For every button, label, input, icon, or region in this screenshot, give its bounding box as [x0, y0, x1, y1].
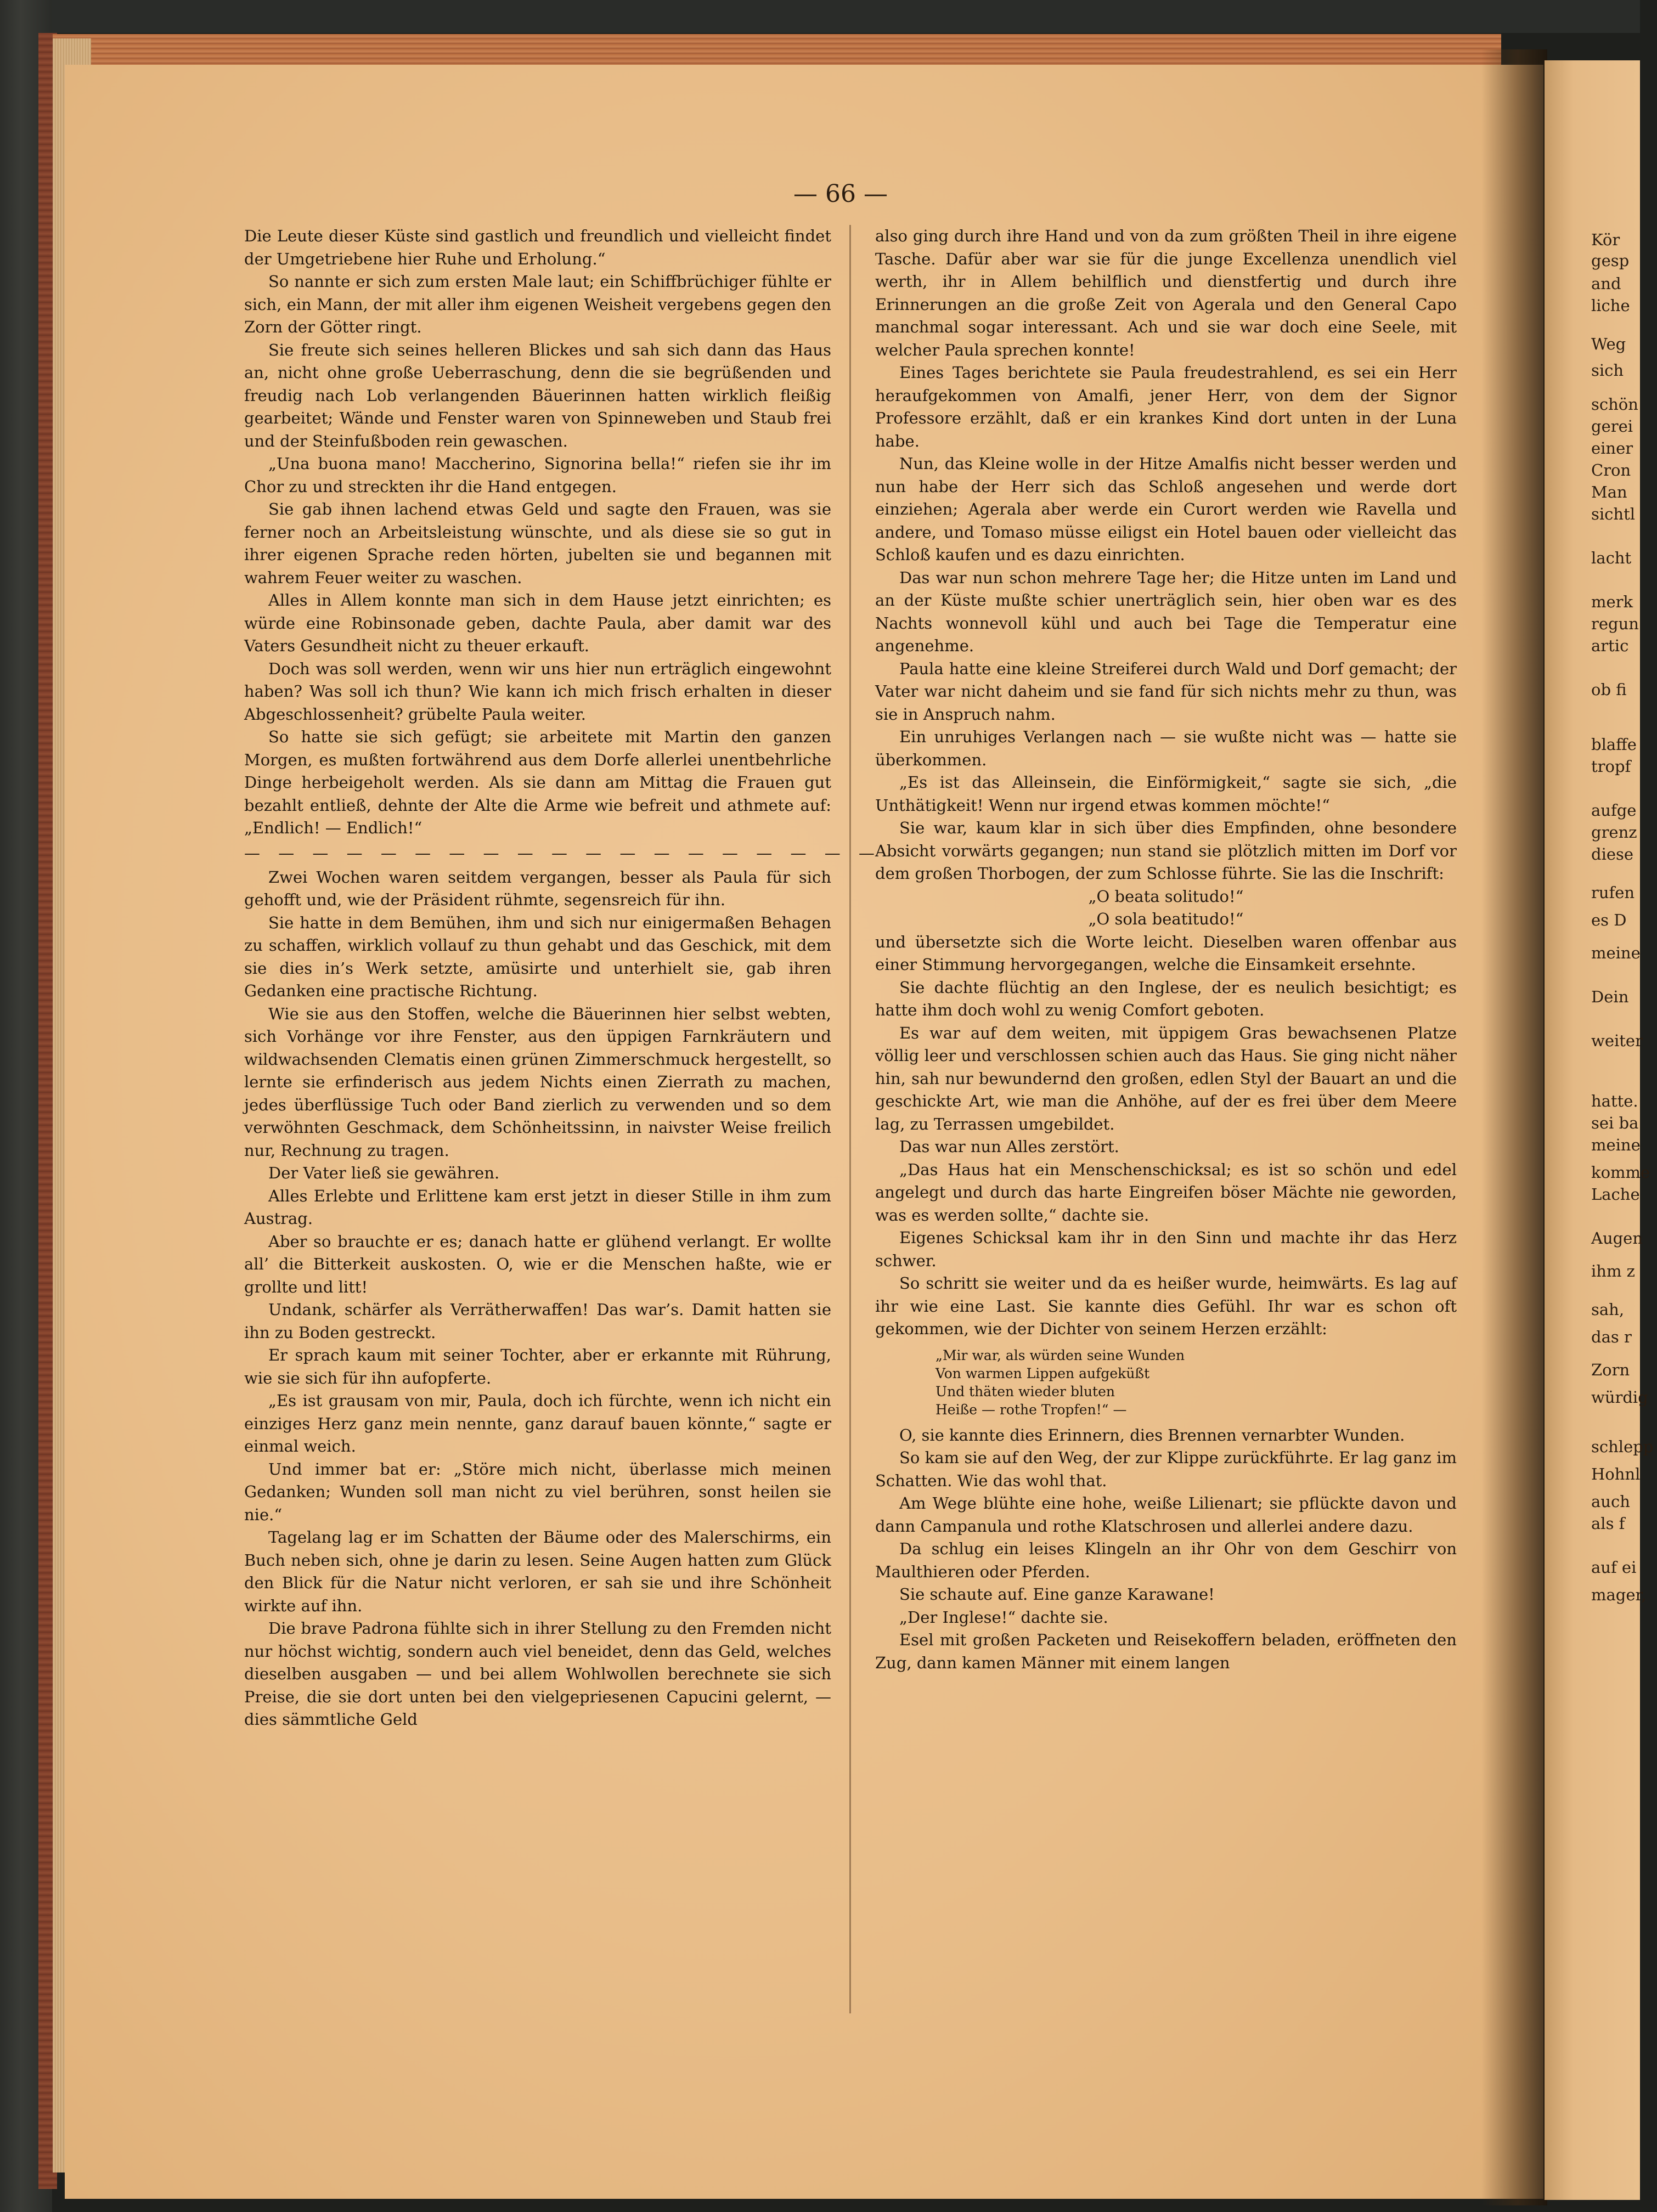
paragraph: So kam sie auf den Weg, der zur Klippe zurückführte. Er lag ganz im Schatten. Wie das wohl that.: [875, 1448, 1457, 1490]
paragraph: So schritt sie weiter und da es heißer wurde, heimwärts. Es lag auf ihr wie eine Last. Sie kannte dies Gefühl. Ihr war es schon oft gekommen, wie der Dichter von seinem Herzen erzählt:: [875, 1274, 1457, 1338]
paragraph: Da schlug ein leises Klingeln an ihr Ohr von dem Geschirr von Maulthieren oder Pferden.: [875, 1539, 1457, 1581]
right-page-fragment: merk: [1591, 592, 1633, 611]
right-page-fragment: diese: [1591, 845, 1634, 864]
right-page-fragment: komme: [1591, 1163, 1650, 1182]
right-page-fragment: rufen: [1591, 883, 1635, 902]
paragraph: „Es ist das Alleinsein, die Einförmigkeit,“ sagte sie sich, „die Unthätigkeit! Wenn nur irgend etwas kommen möchte!“: [875, 773, 1457, 815]
column-divider: [849, 225, 851, 2013]
book-cover-edge: [0, 0, 1640, 33]
paragraph: Sie war, kaum klar in sich über dies Empfinden, ohne besondere Absicht vorwärts gegangen; nun stand sie plötzlich mitten im Dorf vor dem großen Thorbogen, der zum Schlosse führte. Sie las die Inschrift:: [875, 819, 1457, 883]
right-page-fragment: Dein: [1591, 988, 1629, 1006]
paragraph: So nannte er sich zum ersten Male laut; ein Schiffbrüchiger fühlte er sich, ein Mann, der mit aller ihm eigenen Weisheit vergebens gegen den Zorn der Götter ringt.: [244, 272, 831, 336]
paragraph: Zwei Wochen waren seitdem vergangen, besser als Paula für sich gehofft und, wie der Präsident rühmte, segensreich für ihn.: [244, 867, 831, 909]
paragraph: „Der Inglese!“ dachte sie.: [899, 1607, 1108, 1627]
paragraph: „Es ist grausam von mir, Paula, doch ich fürchte, wenn ich nicht ein einziges Herz ganz mein nennte, ganz darauf bauen könnte,“ sagte er einmal weich.: [244, 1391, 831, 1455]
paragraph: Esel mit großen Packeten und Reisekoffern beladen, eröffneten den Zug, dann kamen Männer mit einem langen: [875, 1630, 1457, 1672]
right-page-fragment: sich: [1591, 361, 1624, 380]
right-page-fragment: würdig: [1591, 1388, 1648, 1407]
right-page-fragment: Man: [1591, 483, 1627, 501]
right-page-fragment: weiter: [1591, 1031, 1643, 1050]
paragraph: Und immer bat er: „Störe mich nicht, überlasse mich meinen Gedanken; Wunden soll man nicht zu viel berühren, sonst heilen sie nie.“: [244, 1459, 831, 1524]
right-page-fragment: das r: [1591, 1328, 1632, 1346]
inscription-line: „O sola beatitudo!“: [1088, 910, 1244, 928]
right-page-fragment: gerei: [1591, 417, 1633, 436]
right-page-fragment: Zorn: [1591, 1361, 1630, 1379]
right-page-fragment: Kör: [1591, 230, 1620, 249]
right-page-fragment: meine: [1591, 1136, 1641, 1154]
paragraph: Undank, schärfer als Verrätherwaffen! Das war’s. Damit hatten sie ihn zu Boden gestreckt.: [244, 1300, 831, 1342]
right-page-fragment: Cron: [1591, 461, 1631, 479]
paragraph: Er sprach kaum mit seiner Tochter, aber er erkannte mit Rührung, wie sie sich für ihn aufopferte.: [244, 1346, 831, 1387]
right-page-fragment: Hohnl: [1591, 1465, 1641, 1483]
right-page-fragment: auf ei: [1591, 1558, 1637, 1577]
right-page-fragment: Lache: [1591, 1185, 1640, 1204]
right-page-fragment: aufge: [1591, 801, 1637, 820]
paragraph: Sie hatte in dem Bemühen, ihm und sich nur einigermaßen Behagen zu schaffen, wirklich vollauf zu thun gehabt und das Geschick, mit dem sie dies in’s Werk setzte, amüsirte und unterhielt sie, gab ihren Gedanken eine practische Richtung.: [244, 913, 831, 1000]
right-page-fragment: artic: [1591, 636, 1629, 655]
right-page-fragment: ob fi: [1591, 680, 1627, 699]
right-page-fragment: meine: [1591, 944, 1641, 962]
paragraph: Ein unruhiges Verlangen nach — sie wußte nicht was — hatte sie überkommen.: [875, 727, 1457, 769]
right-page-fragment: ihm z: [1591, 1262, 1635, 1280]
right-page-fragment: schlepp: [1591, 1437, 1654, 1456]
right-page-fragment: and: [1591, 274, 1621, 293]
paragraph: So hatte sie sich gefügt; sie arbeitete mit Martin den ganzen Morgen, es mußten fortwährend aus dem Dorfe allerlei unentbehrliche Dinge herbeigeholt werden. Als sie dann am Mittag die Frauen gut bezahlt entließ, dehnte der Alte die Arme wie befreit und athmete auf: „Endlich! — Endlich!“: [244, 727, 831, 837]
paragraph: Aber so brauchte er es; danach hatte er glühend verlangt. Er wollte all’ die Bitterkeit auskosten. O, wie er die Menschen haßte, wie er grollte und litt!: [244, 1232, 831, 1296]
paragraph: Nun, das Kleine wolle in der Hitze Amalfis nicht besser werden und nun habe der Herr sich das Schloß angesehen und werde dort einziehen; Agerala aber werde ein Curort werden wie Ravella und andere, und Tomaso müsse eiligst ein Hotel bauen oder vielleicht das Schloß kaufen und es dazu einrichten.: [875, 454, 1457, 564]
paragraph: Sie dachte flüchtig an den Inglese, der es neulich besichtigt; es hatte ihm doch wohl zu wenig Comfort geboten.: [875, 978, 1457, 1019]
right-page-fragment: tropf: [1591, 757, 1631, 776]
paragraph: Tagelang lag er im Schatten der Bäume oder des Malerschirms, ein Buch neben sich, ohne je darin zu lesen. Seine Augen hatten zum Glück den Blick für die Natur nicht verloren, er sah sie und ihre Schönheit wirkte auf ihn.: [244, 1528, 831, 1615]
right-page-fragment: sichtl: [1591, 505, 1636, 523]
verse-line: „Mir war, als würden seine Wunden: [935, 1347, 1185, 1363]
paragraph: Das war nun schon mehrere Tage her; die Hitze unten im Land und an der Küste mußte schier unerträglich sein, hier oben war es des Nachts wonnevoll kühl und auch bei Tage die Temperatur eine angenehme.: [875, 568, 1457, 655]
paragraph: O, sie kannte dies Erinnern, dies Brennen vernarbter Wunden.: [899, 1425, 1405, 1444]
right-page-fragment: blaffe: [1591, 735, 1637, 754]
paragraph: Sie freute sich seines helleren Blickes und sah sich dann das Haus an, nicht ohne große Ueberraschung, denn die sie begrüßenden und freudig nach Lob verlangenden Bäuerinnen hatten wirklich fleißig gearbeitet; Wände und Fenster waren von Spinneweben und Staub frei und der Steinfußboden rein gewaschen.: [244, 340, 831, 450]
paragraph: Doch was soll werden, wenn wir uns hier nun erträglich eingewohnt haben? Was soll ich thun? Wie kann ich mich frisch erhalten in dieser Abgeschlossenheit? grübelte Paula weiter.: [244, 659, 831, 724]
right-page-fragment: grenz: [1591, 823, 1637, 842]
paragraph: Alles in Allem konnte man sich in dem Hause jetzt einrichten; es würde eine Robinsonade geben, dachte Paula, aber damit war des Vaters Gesundheit nicht zu theuer erkauft.: [244, 591, 831, 655]
paragraph: und übersetzte sich die Worte leicht. Dieselben waren offenbar aus einer Stimmung hervorgegangen, welche die Einsamkeit ersehnte.: [875, 932, 1457, 974]
right-page-fragment: lacht: [1591, 549, 1632, 567]
right-page-fragment: liche: [1591, 296, 1630, 315]
paragraph: Sie schaute auf. Eine ganze Karawane!: [899, 1585, 1215, 1604]
right-page-fragment: regun: [1591, 614, 1639, 633]
right-page-fragment: mager,: [1591, 1585, 1647, 1604]
right-page-fragment: sah,: [1591, 1300, 1625, 1319]
right-page-fragment: hatte.: [1591, 1092, 1638, 1110]
right-page-fragment: schön: [1591, 395, 1638, 414]
paragraph: Alles Erlebte und Erlittene kam erst jetzt in dieser Stille in ihm zum Austrag.: [244, 1186, 831, 1228]
verse-line: Und thäten wieder bluten: [935, 1383, 1115, 1400]
right-page-fragment: gesp: [1591, 251, 1630, 270]
paragraph: Das war nun Alles zerstört.: [899, 1137, 1119, 1156]
paragraph: Paula hatte eine kleine Streiferei durch Wald und Dorf gemacht; der Vater war nicht daheim und sie fand für sich nichts mehr zu thun, was sie in Anspruch nahm.: [875, 659, 1457, 724]
right-page-fragment: es D: [1591, 911, 1627, 929]
right-text-column: [875, 225, 1457, 2019]
paragraph: Am Wege blühte eine hohe, weiße Lilienart; sie pflückte davon und dann Campanula und rothe Klatschrosen und allerlei andere dazu.: [875, 1494, 1457, 1536]
section-separator: — — — — — — — — — — — — — — — — — — —: [244, 843, 881, 862]
paragraph: Es war auf dem weiten, mit üppigem Gras bewachsenen Platze völlig leer und verschlossen schien auch das Haus. Sie ging nicht näher hin, sah nur bewundernd den großen, edlen Styl der Bauart an und die geschickte Art, wie man die Anhöhe, auf der es frei über dem Meere lag, zu Terrassen umgebildet.: [875, 1023, 1457, 1133]
paragraph: Eines Tages berichtete sie Paula freudestrahlend, es sei ein Herr heraufgekommen von Amalfi, jener Herr, von dem der Signor Professore erzählt, daß er ein krankes Kind dort unten in der Luna habe.: [875, 363, 1457, 450]
paragraph: Sie gab ihnen lachend etwas Geld und sagte den Frauen, was sie ferner noch an Arbeitsleistung wünschte, und als diese sie so gut in ihrer eigenen Sprache reden hörten, jubelten sie und begannen mit wahrem Feuer weiter zu waschen.: [244, 500, 831, 587]
right-page-fragment: als f: [1591, 1514, 1625, 1533]
paragraph: Die Leute dieser Küste sind gastlich und freundlich und vielleicht findet der Umgetriebene hier Ruhe und Erholung.“: [244, 227, 831, 268]
right-page-fragment: Weg: [1591, 335, 1626, 353]
paragraph: also ging durch ihre Hand und von da zum größten Theil in ihre eigene Tasche. Dafür aber war sie für die junge Excellenza unendlich viel werth, ihr in Allem behilflich und dienstfertig und durch ihre Erinnerungen an die große Zeit von Agerala und den General Capo manchmal sogar interessant. Ach und sie war doch eine Seele, mit welcher Paula sprechen konnte!: [875, 227, 1457, 359]
left-text-column: [244, 225, 881, 2019]
inscription-line: „O beata solitudo!“: [1088, 887, 1244, 906]
right-page-fragment: auch: [1591, 1492, 1630, 1511]
book-gutter: [1481, 49, 1547, 2205]
paragraph: „Una buona mano! Maccherino, Signorina bella!“ riefen sie ihr im Chor zu und streckten ihr die Hand entgegen.: [244, 454, 831, 496]
paragraph: Der Vater ließ sie gewähren.: [268, 1164, 500, 1182]
verse-quote: [935, 1346, 1457, 1419]
page-number: — 66 —: [793, 180, 888, 208]
paragraph: Eigenes Schicksal kam ihr in den Sinn und machte ihr das Herz schwer.: [875, 1228, 1457, 1270]
verse-line: Von warmen Lippen aufgeküßt: [935, 1365, 1150, 1381]
right-page-fragment: Augen: [1591, 1229, 1643, 1248]
right-page-fragment: einer: [1591, 439, 1633, 458]
right-page-fragment: sei ba: [1591, 1114, 1639, 1132]
paragraph: Die brave Padrona fühlte sich in ihrer Stellung zu den Fremden nicht nur höchst wichtig, sondern auch viel beneidet, denn das Geld, welches dieselben ausgaben — und bei allem Wohlwollen berechnete sie sich Preise, die sie dort unten bei den vielgepriesenen Capucini gelernt, — dies sämmtliche Geld: [244, 1619, 831, 1729]
verse-line: Heiße — rothe Tropfen!“ —: [935, 1401, 1127, 1418]
paragraph: „Das Haus hat ein Menschenschicksal; es ist so schön und edel angelegt und durch das harte Eingreifen böser Mächte nie geworden, was es werden sollte,“ dachte sie.: [875, 1160, 1457, 1224]
paragraph: Wie sie aus den Stoffen, welche die Bäuerinnen hier selbst webten, sich Vorhänge vor ihre Fenster, aus den üppigen Farnkräutern und wildwachsenden Clematis einen grünen Zimmerschmuck hergestellt, so lernte sie erfinderisch aus jedem Nichts einen Zierrath zu machen, jedes überflüssige Tuch oder Band zierlich zu verwenden und so dem verwöhnten Geschmack, dem Schönheitssinn, in naivster Weise freilich nur, Rechnung zu tragen.: [244, 1004, 831, 1160]
